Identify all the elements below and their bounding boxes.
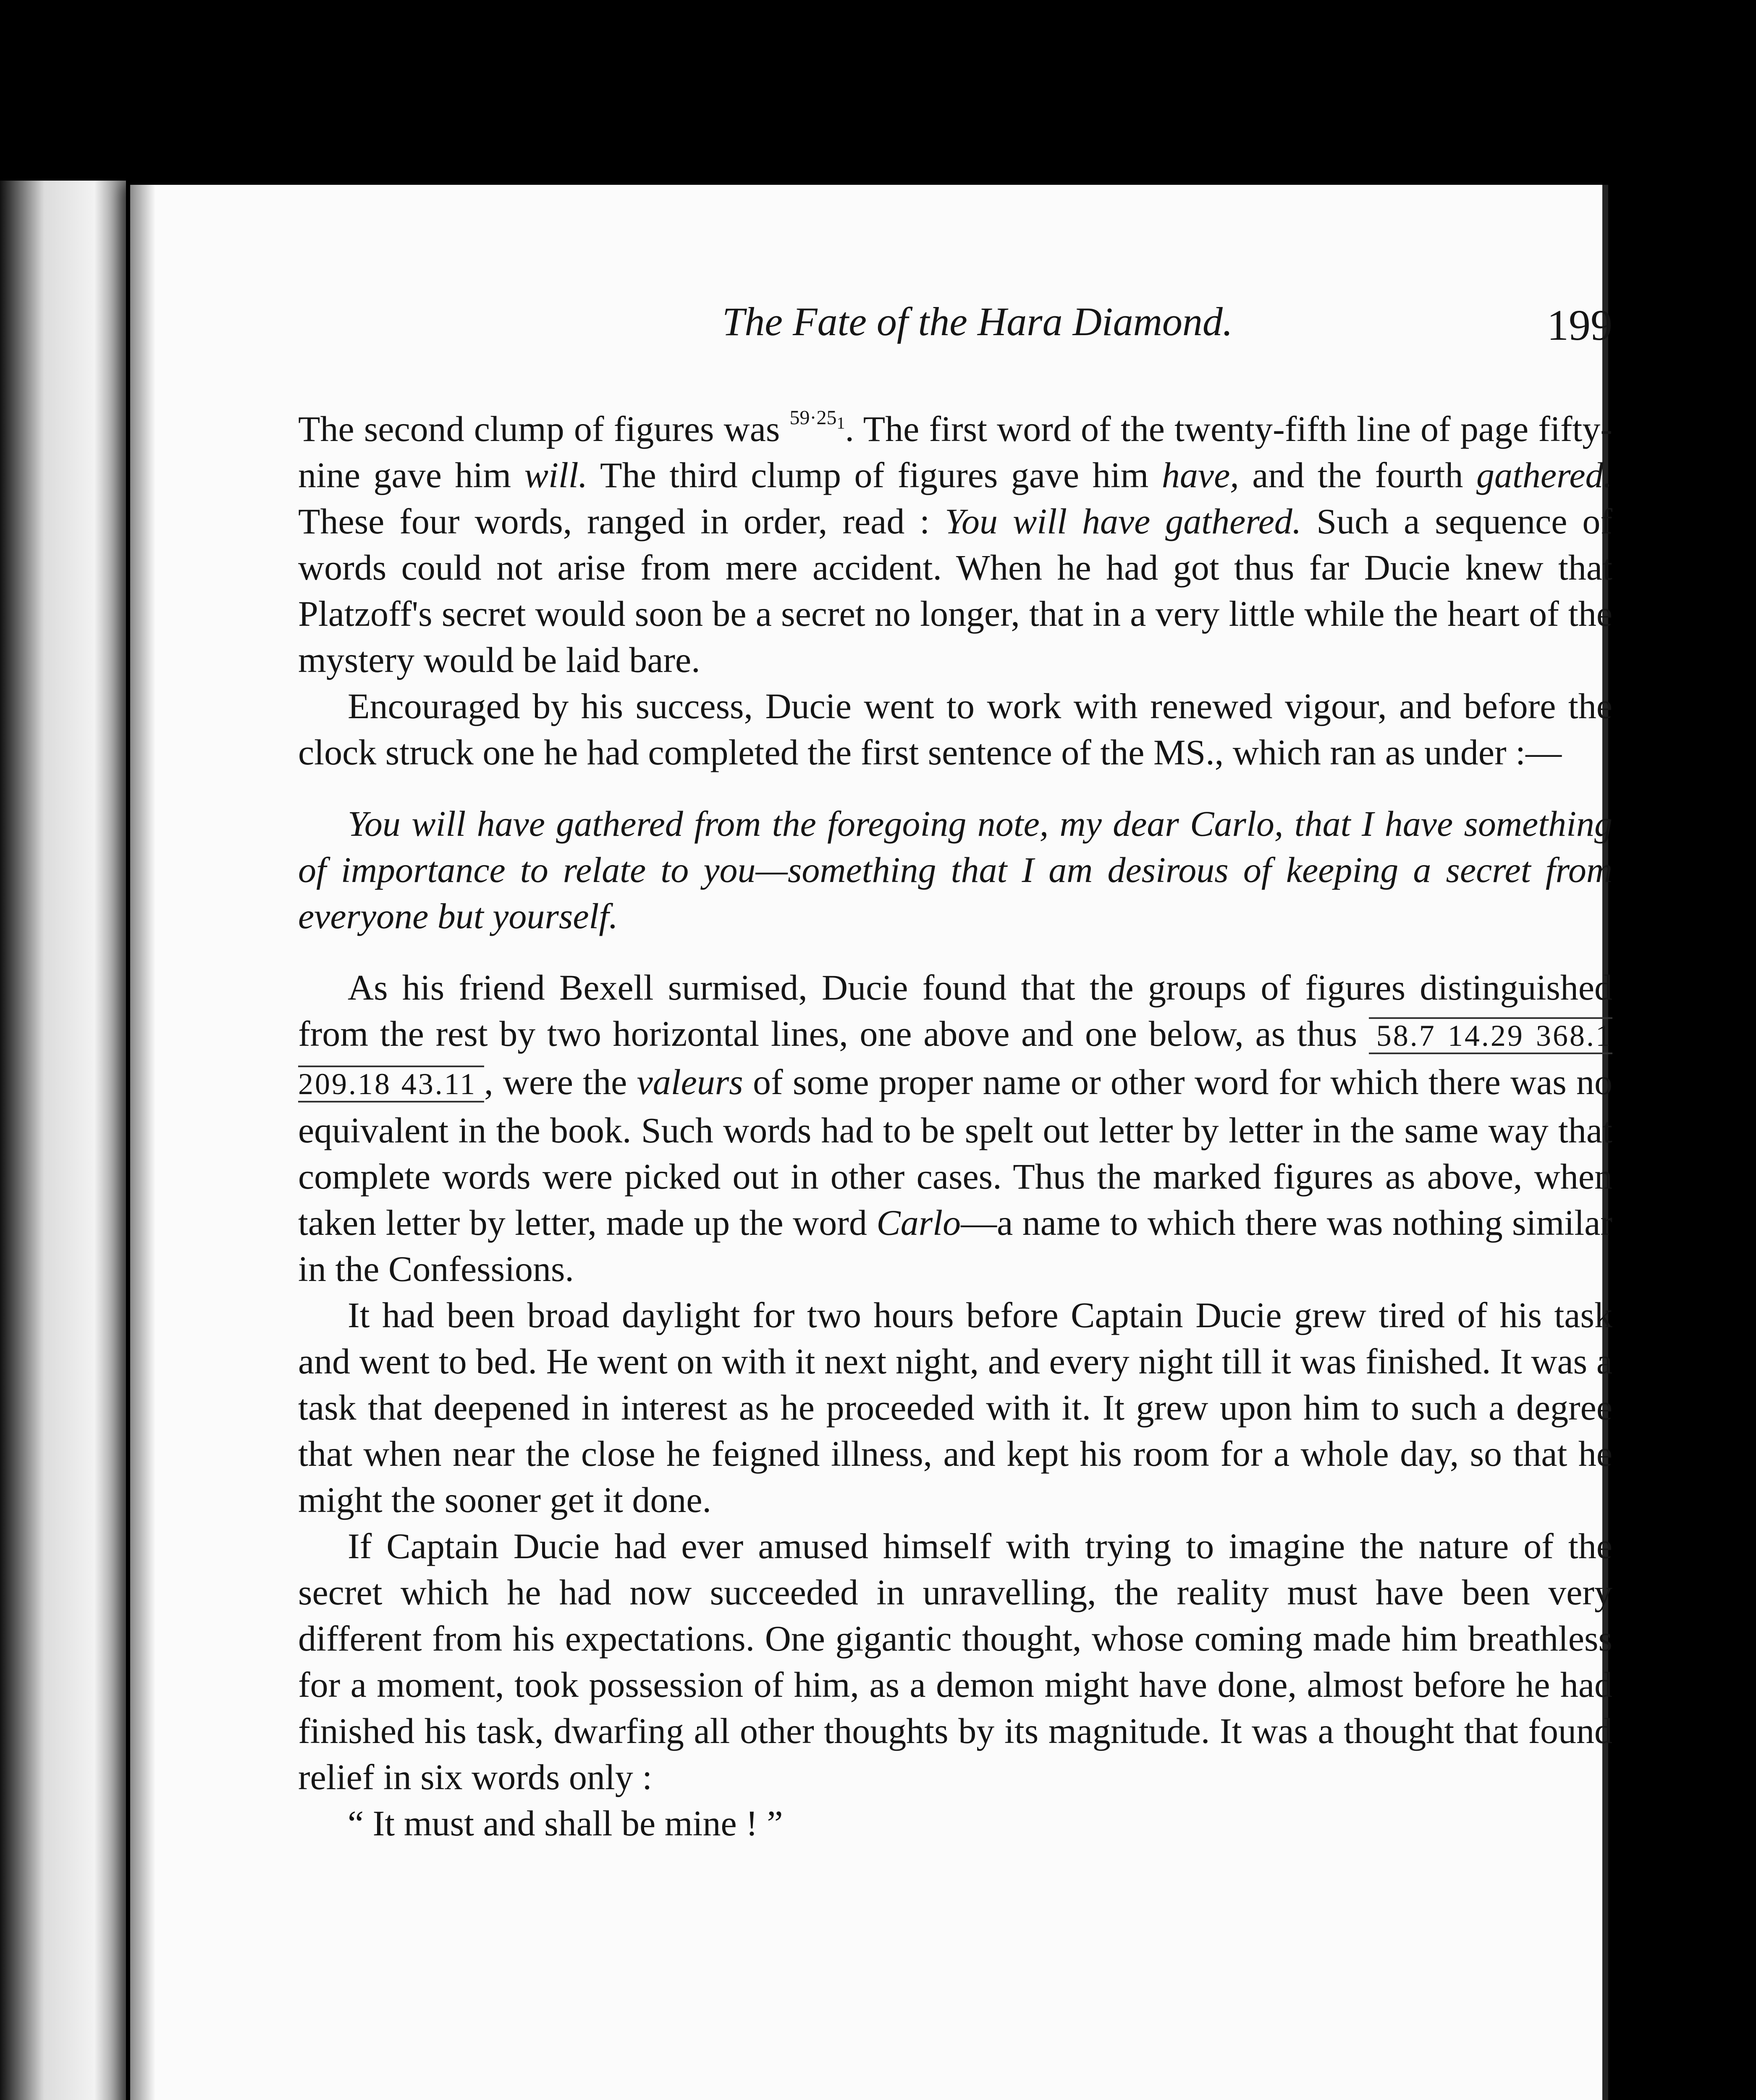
italic-word: gathered.	[1476, 455, 1613, 495]
marked-figures: 58.7 14.29 368.1 209.18 43.11	[298, 1017, 1612, 1102]
running-title: The Fate of the Hara Diamond.	[722, 299, 1233, 344]
text-span: As his friend Bexell surmised, Ducie found that the groups of figures distinguished from the rest by two horizontal lines, one above and one below, as thus	[298, 967, 1612, 1054]
figure-clump-bottom: 1	[836, 413, 845, 433]
text-span: , were the	[484, 1062, 627, 1102]
figure-clump	[789, 407, 845, 433]
paragraph-2: Encouraged by his success, Ducie went to work with renewed vigour, and before the clock struck one he had completed the first sentence of the MS., which ran as under :—	[298, 686, 1612, 772]
text-span: Such a sequence of words could not arise from mere accident. When he had got thus far Ducie knew that Platzoff's secret would soon be a secret no longer, that in a very little while the heart of the mystery would be laid bare.	[298, 501, 1613, 680]
page-header	[298, 298, 1612, 361]
spacer	[298, 775, 1612, 801]
text-span: of some proper name or other word for which there was no equivalent in the book. Such words had to be spelt out letter by letter in the same way that complete words were picked out in other cases. Thus the marked figures as above, when taken letter by letter, made up the word	[298, 1062, 1613, 1243]
paragraph-3	[298, 964, 1612, 1292]
text-span: These four words, ranged in order, read :	[298, 501, 930, 541]
italic-word: have,	[1161, 455, 1239, 495]
book-page	[130, 185, 1613, 2100]
spacer	[298, 939, 1612, 964]
italic-word: valeurs	[637, 1062, 743, 1102]
quoted-line: “ It must and shall be mine ! ”	[348, 1803, 783, 1843]
paragraph-5: If Captain Ducie had ever amused himself with trying to imagine the nature of the secret which he had now succeeded in unravelling, the reality must have been very different from his expectations. One gigantic thought, whose coming made him breathless for a moment, took possession of him, as a demon might have done, almost before he had finished his task, dwarfing all other thoughts by its magnitude. It was a thought that found relief in six words only :	[298, 1526, 1612, 1797]
page-number: 199	[1547, 301, 1612, 349]
left-page-edge	[0, 181, 126, 2100]
figure-clump-top: 59·25	[789, 407, 837, 429]
text-span: . The first word of the twenty-fifth line of page fifty-nine gave him	[298, 409, 1613, 495]
text-span: The third clump of figures gave him	[600, 455, 1149, 495]
italic-quotation: You will have gathered from the foregoing note, my dear Carlo, that I have something of importance to relate to you—something that I am desirous of keeping a secret from everyone but yourself.	[298, 803, 1612, 936]
italic-word: Carlo	[876, 1202, 961, 1243]
paragraph-1	[298, 395, 1612, 683]
italic-word: will.	[524, 455, 588, 495]
text-span: —a name to which there was nothing similar in the Confessions.	[298, 1202, 1613, 1289]
spine-shadow	[130, 185, 155, 2100]
body-text	[298, 395, 1612, 1846]
paragraph-4: It had been broad daylight for two hours before Captain Ducie grew tired of his task and went to bed. He went on with it next night, and every night till it was finished. It was a task that deepened in interest as he proceeded with it. It grew upon him to such a degree that when near the close he feigned illness, and kept his room for a whole day, so that he might the sooner get it done.	[298, 1295, 1612, 1520]
text-span: The second clump of figures was	[298, 409, 780, 449]
italic-phrase: You will have gathered.	[945, 501, 1302, 541]
text-span: and the fourth	[1252, 455, 1463, 495]
